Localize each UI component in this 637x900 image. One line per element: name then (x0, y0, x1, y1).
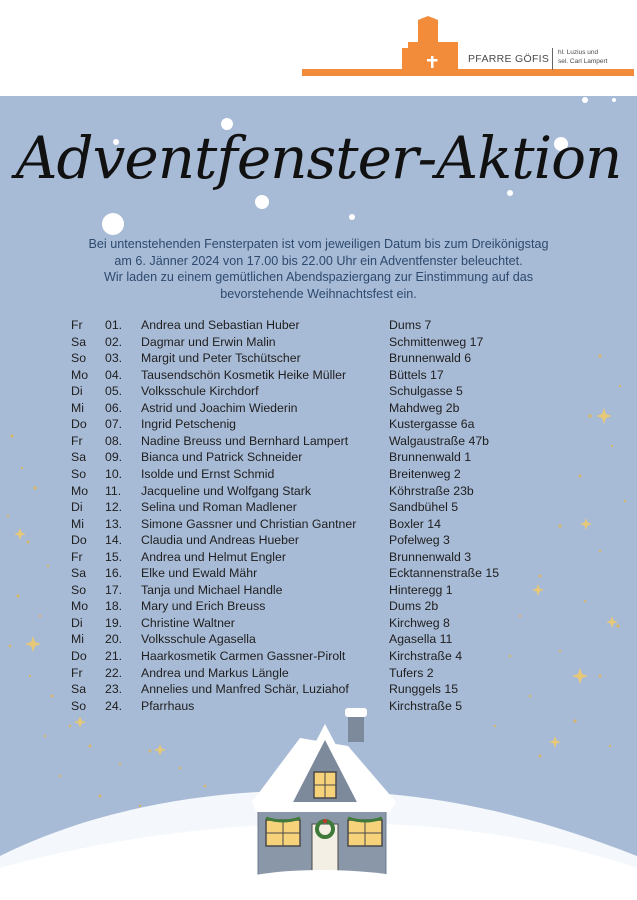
schedule-day: Sa (71, 450, 87, 465)
schedule-name: Ingrid Petschenig (141, 417, 237, 432)
schedule-day: Do (71, 649, 87, 663)
schedule-day: Sa (71, 334, 87, 349)
schedule-date: 10. (105, 466, 123, 481)
schedule-address: Kirchstraße 5 (389, 698, 463, 713)
schedule-name: Volksschule Kirchdorf (141, 384, 259, 399)
schedule-address: Dums 7 (389, 318, 432, 332)
schedule-date: 06. (105, 400, 123, 415)
schedule-address: Brunnenwald 3 (389, 549, 472, 564)
schedule-date: 07. (105, 417, 123, 432)
patrons-line-2: sel. Carl Lampert (558, 58, 608, 65)
schedule-address: Sandbühel 5 (389, 500, 459, 515)
parish-name: PFARRE GÖFIS (468, 53, 550, 65)
schedule-name: Bianca und Patrick Schneider (141, 450, 303, 465)
schedule-day: Mi (71, 400, 84, 415)
schedule-date: 14. (105, 533, 123, 548)
schedule-name: Haarkosmetik Carmen Gassner-Pirolt (141, 649, 346, 663)
schedule-name: Isolde und Ernst Schmid (141, 466, 275, 481)
schedule-date: 05. (105, 384, 123, 399)
schedule-date: 03. (105, 351, 123, 366)
schedule-address: Runggels 15 (389, 682, 459, 697)
schedule-name: Tanja und Michael Handle (141, 582, 283, 597)
schedule-day: Do (71, 533, 87, 548)
parish-divider (552, 48, 553, 70)
schedule-date: 19. (105, 615, 123, 630)
schedule-date: 20. (105, 632, 123, 647)
schedule-day: Mi (71, 516, 84, 531)
intro-line-2: am 6. Jänner 2024 von 17.00 bis 22.00 Uhr ein Adventfenster beleuchtet. (114, 253, 523, 268)
header (0, 0, 637, 96)
schedule-address: Kirchweg 8 (389, 615, 450, 630)
schedule-name: Pfarrhaus (141, 698, 195, 713)
schedule-name: Astrid und Joachim Wiederin (141, 400, 298, 415)
schedule-address: Agasella 11 (389, 632, 453, 647)
schedule-date: 16. (105, 566, 123, 581)
schedule-address: Walgaustraße 47b (389, 433, 490, 448)
schedule-day: Sa (71, 566, 87, 581)
schedule-name: Simone Gassner und Christian Gantner (141, 516, 357, 531)
intro-line-1: Bei untenstehenden Fensterpaten ist vom jeweiligen Datum bis zum Dreikönigstag (88, 237, 549, 251)
schedule-name: Andrea und Helmut Engler (141, 549, 286, 564)
intro-line-4: bevorstehende Weihnachtsfest ein. (220, 286, 417, 301)
schedule-day: Fr (71, 665, 83, 680)
church-logo-icon (300, 14, 637, 80)
schedule-name: Christine Waltner (141, 615, 235, 630)
schedule-date: 15. (105, 549, 123, 564)
schedule-name: Andrea und Markus Längle (141, 665, 289, 680)
schedule-name: Selina und Roman Madlener (141, 500, 297, 515)
schedule-address: Boxler 14 (389, 516, 441, 531)
schedule-name: Volksschule Agasella (141, 632, 256, 647)
schedule-date: 23. (105, 682, 123, 697)
schedule-day: Di (71, 615, 83, 630)
schedule-address: Kustergasse 6a (389, 417, 475, 432)
schedule-date: 18. (105, 599, 123, 614)
schedule-address: Tufers 2 (389, 665, 434, 680)
schedule-date: 09. (105, 450, 123, 465)
schedule-address: Pofelweg 3 (389, 533, 450, 548)
schedule-day: So (71, 582, 87, 597)
schedule-date: 11. (105, 483, 122, 498)
schedule-address: Breitenweg 2 (389, 466, 461, 481)
schedule-address: Brunnenwald 6 (389, 351, 472, 366)
schedule-date: 22. (105, 665, 123, 680)
schedule-name: Claudia und Andreas Hueber (141, 533, 299, 548)
schedule-day: Mo (71, 367, 89, 382)
schedule-date: 01. (105, 318, 123, 332)
schedule-address: Mahdweg 2b (389, 400, 460, 415)
schedule-date: 08. (105, 433, 123, 448)
schedule-name: Annelies und Manfred Schär, Luziahof (141, 682, 349, 697)
schedule-name: Tausendschön Kosmetik Heike Müller (141, 367, 347, 382)
schedule-date: 12. (105, 500, 123, 515)
schedule-day: Sa (71, 682, 87, 697)
schedule-name: Andrea und Sebastian Huber (141, 318, 300, 332)
parish-patrons (558, 48, 608, 66)
schedule-date: 24. (105, 698, 123, 713)
schedule-address: Brunnenwald 1 (389, 450, 472, 465)
schedule-day: Fr (71, 549, 83, 564)
snowy-house-illustration (0, 96, 637, 900)
patrons-line-1: hl. Luzius und (558, 49, 599, 56)
poster (0, 96, 637, 900)
schedule-address: Dums 2b (389, 599, 439, 614)
schedule-date: 02. (105, 334, 123, 349)
schedule-address: Schulgasse 5 (389, 384, 463, 399)
schedule-date: 13. (105, 516, 123, 531)
schedule-date: 17. (105, 582, 123, 597)
schedule-day: Di (71, 500, 83, 515)
schedule-day: Mo (71, 483, 89, 498)
schedule-address: Büttels 17 (389, 367, 444, 382)
parish-logo (300, 14, 637, 80)
schedule-day: So (71, 698, 87, 713)
schedule-name: Elke und Ewald Mähr (141, 566, 258, 581)
schedule-day: Di (71, 384, 83, 399)
schedule-day: Fr (71, 318, 83, 332)
schedule-address: Hinteregg 1 (389, 582, 453, 597)
schedule-name: Mary und Erich Breuss (141, 599, 266, 614)
schedule-day: So (71, 351, 87, 366)
schedule-day: So (71, 466, 87, 481)
poster-title: Adventfenster-Aktion (15, 124, 622, 192)
schedule-address: Schmittenweg 17 (389, 334, 484, 349)
schedule-name: Nadine Breuss und Bernhard Lampert (141, 433, 349, 448)
intro-line-3: Wir laden zu einem gemütlichen Abendspaziergang zur Einstimmung auf das (103, 270, 534, 285)
schedule-name: Jacqueline und Wolfgang Stark (141, 483, 311, 498)
schedule-date: 04. (105, 367, 123, 382)
schedule-address: Köhrstraße 23b (389, 483, 474, 498)
schedule-address: Ecktannenstraße 15 (389, 566, 500, 581)
schedule-day: Do (71, 417, 87, 432)
schedule-name: Dagmar und Erwin Malin (141, 334, 276, 349)
schedule-day: Fr (71, 433, 83, 448)
schedule-address: Kirchstraße 4 (389, 649, 463, 663)
schedule-name: Margit und Peter Tschütscher (141, 351, 301, 366)
schedule-date: 21. (105, 649, 123, 663)
schedule-day: Mi (71, 632, 84, 647)
schedule-day: Mo (71, 599, 89, 614)
